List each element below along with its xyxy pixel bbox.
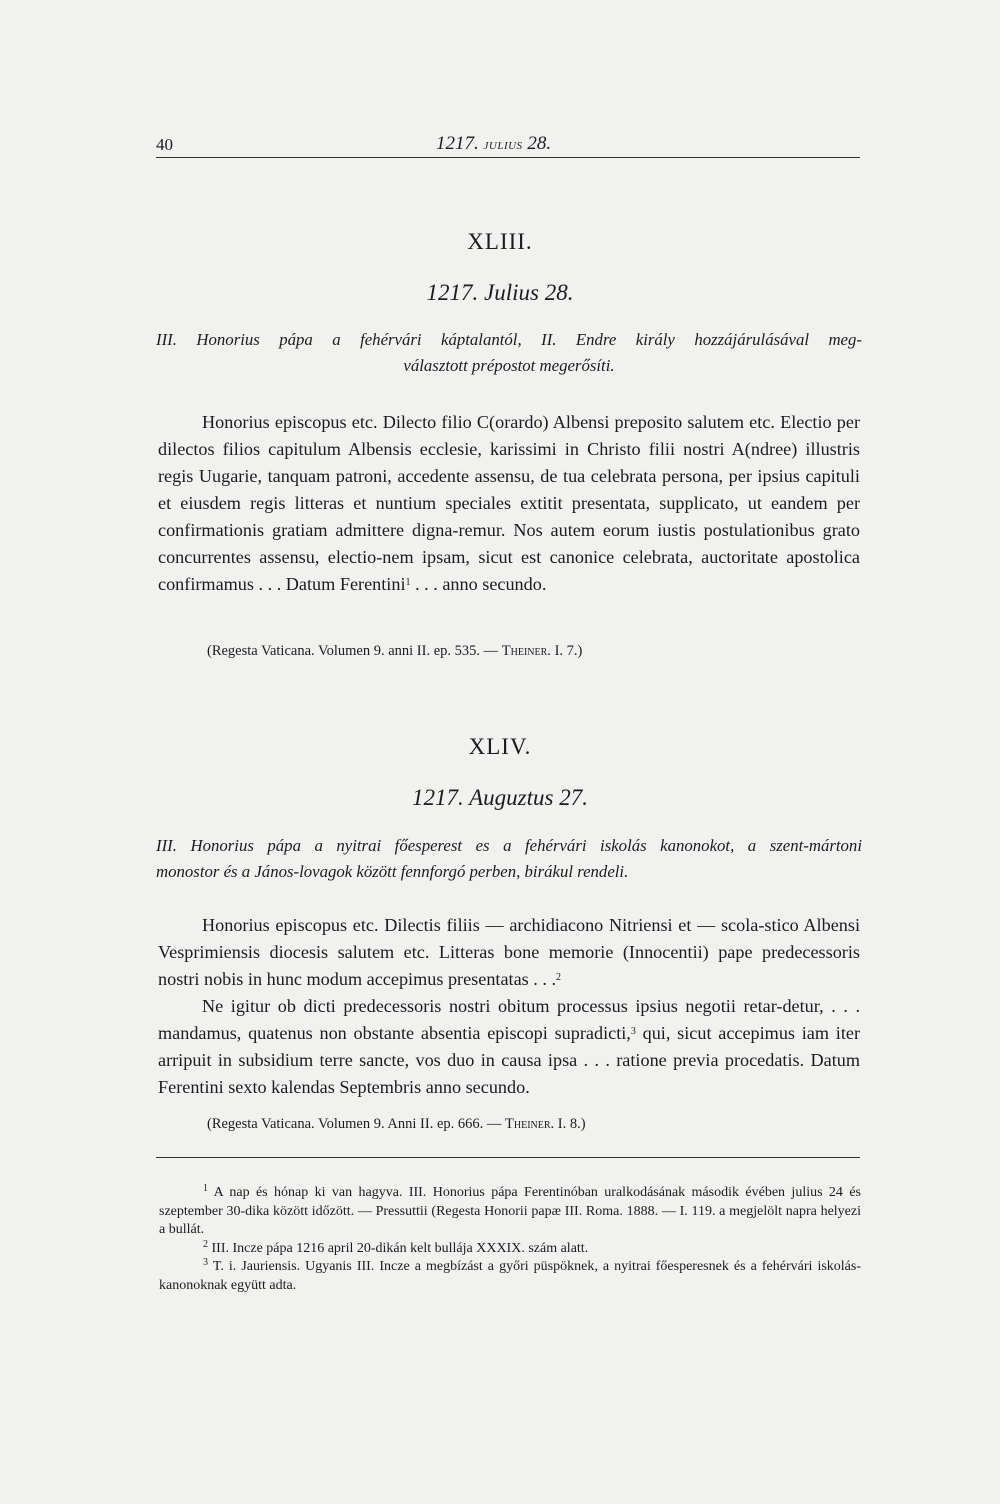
footnote-mark: 2 <box>556 972 562 983</box>
footnote-text: A nap és hónap ki van hagyva. III. Honorius pápa Ferentinóban uralkodásának második évében julius 24 és szeptember 30-dika között időzött. — Pressuttii (Regesta Honorii papæ III. Roma. 1888. — I. 119. a megjelölt napra helyezi a bullát. <box>159 1185 861 1237</box>
footnotes <box>159 1184 861 1295</box>
running-head-month: julius <box>483 137 523 153</box>
paragraph-text: Honorius episcopus etc. Dilecto filio C(orardo) Albensi preposito salutem etc. Electio per dilectos filios capitulum Albensis ecclesie, karissimi in Christo filii nostri A(ndree) illustris regis Uugarie, tanquam patroni, accedente assensu, de tua celebrata persona, per ipsius capituli et eiusdem regis litteras et nuntium speciales extitit presentata, supplicato, ut eandem per confirmationis gratiam admittere digna-remur. Nos autem eorum iustis postulationibus grato concurrentes assensu, electio-nem ipsam, sicut est canonice celebrata, auctoritate apostolica confirmamus . . . Datum Ferentini <box>158 412 860 594</box>
source-text: I. 7.) <box>554 643 583 659</box>
header-rule <box>156 157 860 158</box>
running-head-year: 1217. <box>436 133 479 154</box>
footnote-text: T. i. Jauriensis. Ugyanis III. Incze a megbízást a győri püspöknek, a nyitrai főesperesnek és a fehérvári iskolás-kanonoknak együtt adta. <box>159 1259 862 1293</box>
body-paragraph <box>158 993 860 1101</box>
summary-line: III. Honorius pápa a fehérvári káptalantól, II. Endre király hozzájárulásával meg- <box>156 330 862 349</box>
footnote <box>159 1240 861 1259</box>
source-citation <box>207 643 582 660</box>
footnote-mark: 3 <box>203 1257 208 1268</box>
summary-line: monostor és a János-lovagok között fennforgó perben, birákul rendeli. <box>156 862 629 881</box>
document-summary <box>156 327 862 379</box>
body-paragraph <box>158 409 860 598</box>
summary-line: III. Honorius pápa a nyitrai főesperest es a fehérvári iskolás kanonokot, a szent-mártoni <box>156 836 862 855</box>
footnote-mark: 2 <box>203 1238 208 1250</box>
footnote-text: III. Incze pápa 1216 april 20-dikán kelt bullája XXXIX. szám alatt. <box>211 1240 589 1256</box>
footnote-rule <box>156 1157 860 1158</box>
paragraph-text: qui, sicut accepimus iam iter arripuit in subsidium terre sancte, vos duo in causa ipsa . . . ratione previa procedatis. Datum Ferentini sexto kalendas Septembris anno secundo. <box>158 1023 861 1097</box>
footnote <box>159 1184 861 1240</box>
paragraph-text: Honorius episcopus etc. Dilectis filiis — archidiacono Nitriensi et — scola-stico Albensi Vesprimiensis diocesis salutem etc. Litteras bone memorie (Innocentii) pape predecessoris nostri nobis in hunc modum accepimus presentatas . . . <box>158 915 860 989</box>
paragraph-text: . . . anno secundo. <box>415 574 547 594</box>
source-text: I. 8.) <box>557 1116 586 1132</box>
source-author: Theiner. <box>501 643 551 659</box>
source-text: (Regesta Vaticana. Volumen 9. Anni II. ep. 666. — <box>207 1116 502 1132</box>
source-author: Theiner. <box>505 1116 555 1132</box>
document-body <box>158 409 860 598</box>
footnote-mark: 1 <box>203 1183 208 1194</box>
summary-line: választott prépostot megerősíti. <box>403 356 615 375</box>
document-number: XLIV. <box>468 734 532 759</box>
document-body <box>158 912 860 1101</box>
paragraph-text: Ne igitur ob dicti predecessoris nostri obitum processus ipsius negotii retar-detur, . . . mandamus, quatenus non obstante absentia episcopi supradicti, <box>158 996 860 1043</box>
source-text: (Regesta Vaticana. Volumen 9. anni II. ep. 535. — <box>207 643 499 659</box>
document-summary <box>156 833 862 885</box>
document-date: 1217. Auguztus 27. <box>412 785 588 810</box>
page-header <box>156 133 858 159</box>
running-head <box>436 133 551 155</box>
page-number: 40 <box>156 135 173 154</box>
footnote-mark: 1 <box>405 577 411 588</box>
source-citation <box>207 1116 586 1133</box>
body-paragraph <box>158 912 860 993</box>
document-date: 1217. Julius 28. <box>426 280 574 305</box>
footnote <box>159 1258 861 1295</box>
document-number: XLIII. <box>467 229 533 254</box>
footnote-mark: 3 <box>630 1026 636 1037</box>
running-head-day: 28. <box>527 133 552 154</box>
